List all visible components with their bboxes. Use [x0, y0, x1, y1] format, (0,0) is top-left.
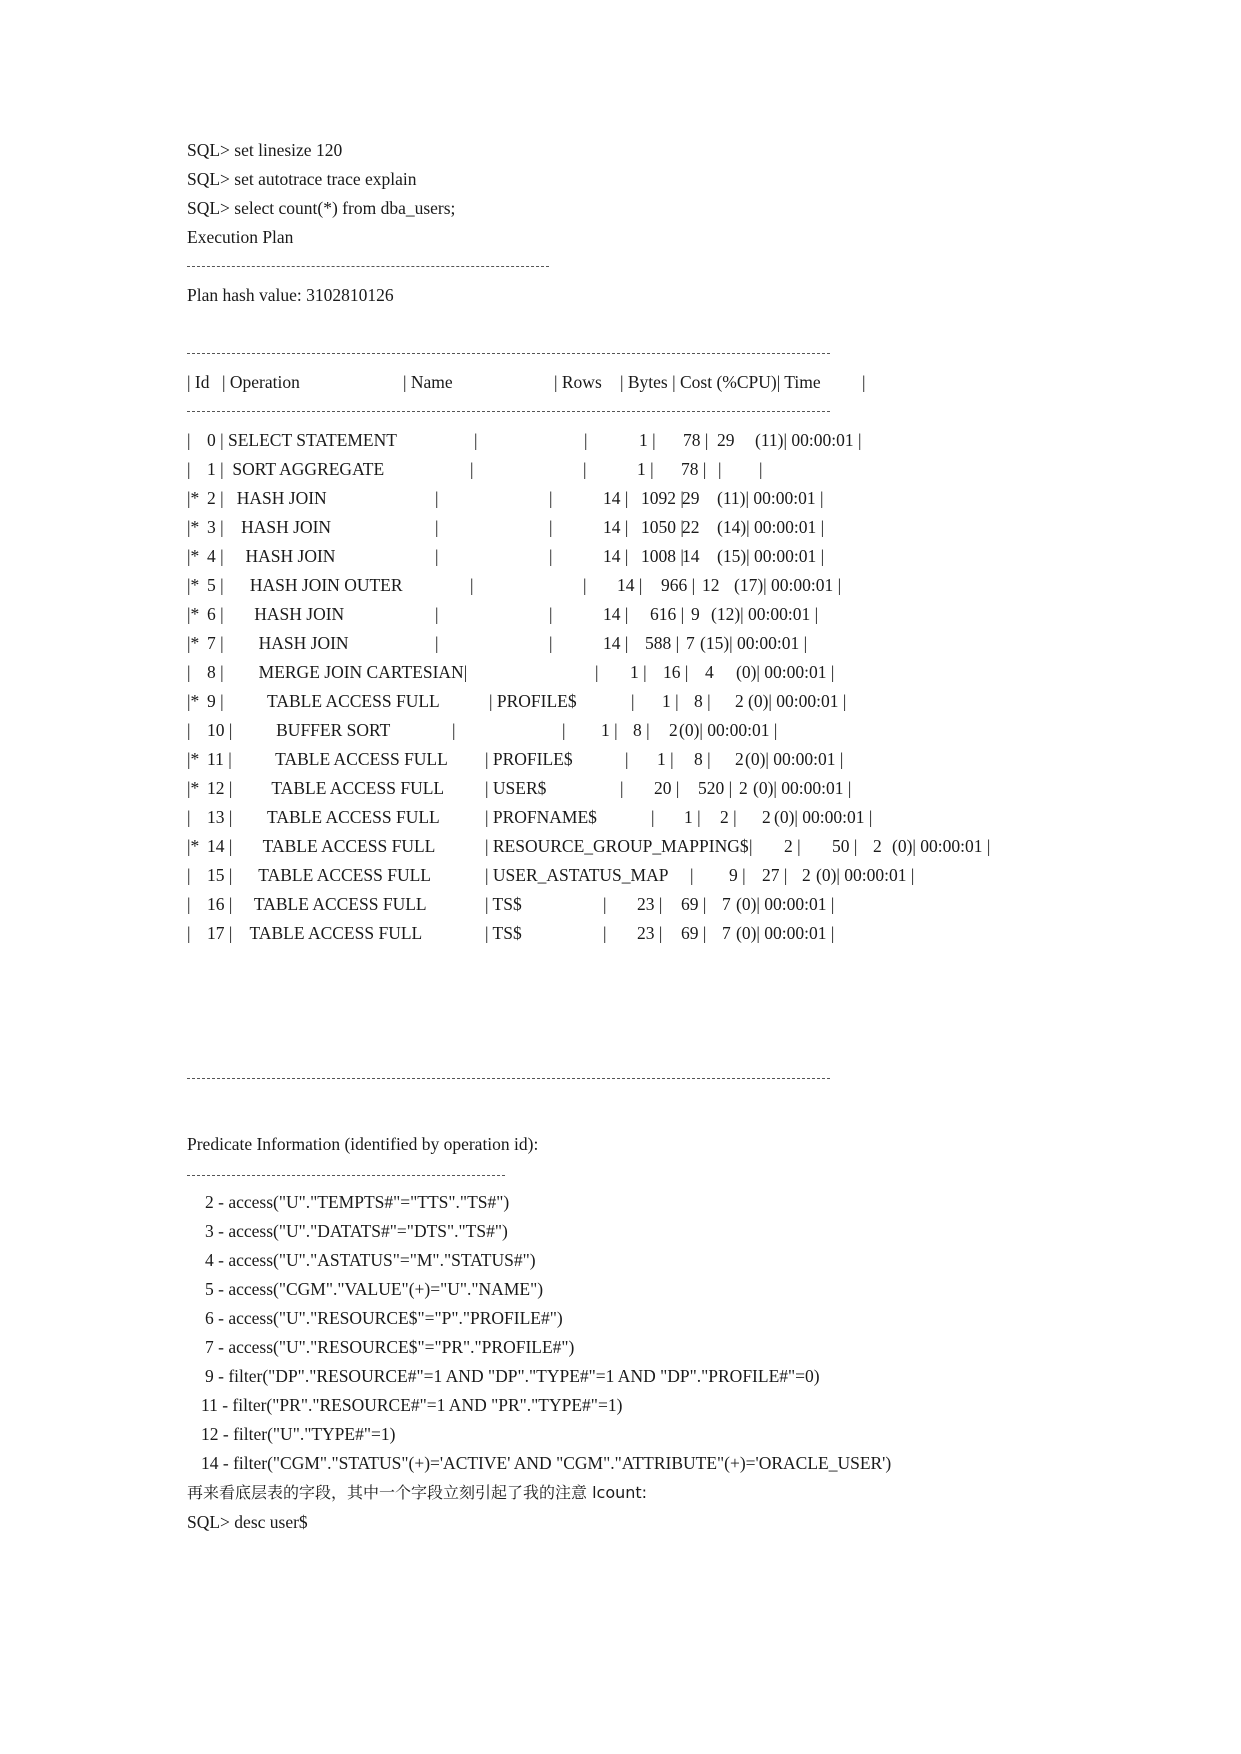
plan-row: [187, 777, 1147, 799]
plan-hash-value: Plan hash value: 3102810126: [187, 285, 394, 305]
plan-cell-bytes: 8 |: [694, 691, 711, 711]
plan-cell-pipe: |*: [187, 488, 200, 508]
plan-cell-operation: 12 | TABLE ACCESS FULL: [207, 778, 445, 798]
header-bytes-cost-time: | Bytes | Cost (%CPU)| Time: [620, 372, 821, 392]
plan-cell-rows: 14 |: [603, 517, 629, 537]
plan-row: [187, 516, 1147, 538]
predicate-line: 6 - access("U"."RESOURCE$"="P"."PROFILE#"): [205, 1308, 563, 1328]
plan-cell-pipe: |: [187, 662, 191, 682]
plan-cell-bytes: 616 |: [650, 604, 685, 624]
plan-cell-pipe: |*: [187, 691, 200, 711]
sql-line: SQL> set linesize 120: [187, 140, 343, 160]
plan-cell-sep: |: [583, 575, 587, 595]
plan-cell-sep: |: [549, 488, 553, 508]
plan-cell-name: | PROFILE$: [489, 691, 577, 711]
plan-cell-name: |: [435, 604, 439, 624]
plan-cell-cost: 2: [669, 720, 678, 740]
plan-cell-name: | TS$: [485, 894, 522, 914]
plan-cell-bytes: 78 |: [681, 459, 707, 479]
plan-cell-sep: |: [620, 778, 624, 798]
plan-cell-operation: 16 | TABLE ACCESS FULL: [207, 894, 427, 914]
plan-cell-cost: 7: [722, 923, 731, 943]
plan-cell-rows: 1 |: [601, 720, 618, 740]
plan-cell-operation: 3 | HASH JOIN: [207, 517, 332, 537]
header-id: | Id: [187, 372, 210, 392]
header-rows: | Rows: [554, 372, 602, 392]
plan-cell-operation: 17 | TABLE ACCESS FULL: [207, 923, 423, 943]
plan-cell-cpu-time: (17)| 00:00:01 |: [734, 575, 842, 595]
plan-cell-operation: 14 | TABLE ACCESS FULL: [207, 836, 436, 856]
plan-cell-rows: 1 |: [637, 459, 654, 479]
plan-cell-sep: |: [690, 865, 694, 885]
plan-cell-operation: 5 | HASH JOIN OUTER: [207, 575, 403, 595]
plan-cell-bytes: 1008 |: [641, 546, 684, 566]
plan-cell-pipe: |*: [187, 604, 200, 624]
plan-cell-cpu-time: (11)| 00:00:01 |: [717, 488, 824, 508]
separator-line: [187, 266, 549, 267]
plan-cell-name: | USER$: [485, 778, 547, 798]
plan-cell-pipe: |*: [187, 517, 200, 537]
plan-cell-cost: 29: [682, 488, 700, 508]
plan-cell-operation: 4 | HASH JOIN: [207, 546, 336, 566]
plan-cell-cpu-time: (0)| 00:00:01 |: [736, 923, 835, 943]
plan-cell-cost: 2: [873, 836, 882, 856]
plan-cell-cpu-time: (0)| 00:00:01 |: [679, 720, 778, 740]
plan-cell-name: |: [474, 430, 478, 450]
plan-cell-name: | RESOURCE_GROUP_MAPPING$: [485, 836, 749, 856]
plan-cell-sep: |: [549, 546, 553, 566]
plan-cell-sep: |: [625, 749, 629, 769]
plan-cell-rows: 1 |: [657, 749, 674, 769]
plan-cell-bytes: 520 |: [698, 778, 733, 798]
plan-row: [187, 835, 1147, 857]
plan-row: [187, 429, 1147, 451]
predicate-line: 12 - filter("U"."TYPE#"=1): [201, 1424, 396, 1444]
plan-cell-operation: 10 | BUFFER SORT: [207, 720, 391, 740]
plan-cell-bytes: 27 |: [762, 865, 788, 885]
plan-cell-operation: 8 | MERGE JOIN CARTESIAN|: [207, 662, 468, 682]
plan-cell-sep: |: [549, 633, 553, 653]
plan-cell-cost: 14: [682, 546, 700, 566]
plan-table-header: [187, 371, 1147, 393]
plan-row: [187, 922, 1147, 944]
plan-cell-pipe: |: [187, 923, 191, 943]
plan-cell-pipe: |: [187, 865, 191, 885]
predicate-line: 2 - access("U"."TEMPTS#"="TTS"."TS#"): [205, 1192, 510, 1212]
plan-cell-cpu-time: (0)| 00:00:01 |: [736, 662, 835, 682]
plan-cell-cost: |: [718, 459, 722, 479]
plan-cell-cpu-time: |: [759, 459, 763, 479]
plan-cell-cost: 12: [702, 575, 720, 595]
plan-cell-rows: 14 |: [617, 575, 643, 595]
plan-cell-rows: 23 |: [637, 923, 663, 943]
section-heading-execution-plan: Execution Plan: [187, 227, 294, 247]
plan-cell-rows: 1 |: [639, 430, 656, 450]
plan-row: [187, 632, 1147, 654]
predicate-line: 7 - access("U"."RESOURCE$"="PR"."PROFILE#"): [205, 1337, 575, 1357]
plan-cell-operation: 7 | HASH JOIN: [207, 633, 349, 653]
plan-cell-operation: 6 | HASH JOIN: [207, 604, 345, 624]
plan-cell-pipe: |*: [187, 633, 200, 653]
plan-cell-cost: 22: [682, 517, 700, 537]
plan-cell-rows: 14 |: [603, 546, 629, 566]
plan-cell-rows: 2 |: [784, 836, 801, 856]
plan-cell-cpu-time: (0)| 00:00:01 |: [745, 749, 844, 769]
plan-row: [187, 458, 1147, 480]
plan-cell-name: | TS$: [485, 923, 522, 943]
plan-cell-name: |: [435, 488, 439, 508]
plan-cell-bytes: 588 |: [645, 633, 680, 653]
plan-cell-sep: |: [549, 604, 553, 624]
plan-row: [187, 748, 1147, 770]
plan-cell-cpu-time: (0)| 00:00:01 |: [892, 836, 991, 856]
plan-cell-bytes: 8 |: [694, 749, 711, 769]
plan-cell-bytes: 78 |: [683, 430, 709, 450]
plan-cell-cpu-time: (0)| 00:00:01 |: [816, 865, 915, 885]
plan-cell-name: |: [470, 459, 474, 479]
plan-cell-cost: 7: [686, 633, 695, 653]
plan-cell-pipe: |: [187, 720, 191, 740]
plan-cell-sep: |: [595, 662, 599, 682]
separator-line: [187, 1078, 830, 1079]
plan-cell-cost: 29: [717, 430, 735, 450]
plan-row: [187, 661, 1147, 683]
plan-row: [187, 603, 1147, 625]
plan-cell-rows: 1 |: [662, 691, 679, 711]
plan-cell-name: | PROFILE$: [485, 749, 573, 769]
plan-cell-pipe: |: [187, 807, 191, 827]
plan-cell-bytes: 1092 |: [641, 488, 684, 508]
plan-cell-sep: |: [631, 691, 635, 711]
plan-cell-bytes: 50 |: [832, 836, 858, 856]
plan-cell-name: |: [452, 720, 456, 740]
header-operation: | Operation: [222, 372, 300, 392]
plan-cell-operation: 0 | SELECT STATEMENT: [207, 430, 397, 450]
plan-cell-name: | USER_ASTATUS_MAP: [485, 865, 669, 885]
plan-cell-pipe: |: [187, 894, 191, 914]
predicate-line: 5 - access("CGM"."VALUE"(+)="U"."NAME"): [205, 1279, 544, 1299]
plan-cell-cost: 2: [735, 691, 744, 711]
plan-cell-rows: 20 |: [654, 778, 680, 798]
plan-row: [187, 690, 1147, 712]
plan-cell-bytes: 966 |: [661, 575, 696, 595]
plan-cell-name: | PROFNAME$: [485, 807, 597, 827]
plan-cell-sep: |: [651, 807, 655, 827]
predicate-line: 11 - filter("PR"."RESOURCE#"=1 AND "PR"."TYPE#"=1): [201, 1395, 623, 1415]
plan-cell-cpu-time: (0)| 00:00:01 |: [736, 894, 835, 914]
plan-cell-operation: 9 | TABLE ACCESS FULL: [207, 691, 440, 711]
plan-cell-cost: 2: [735, 749, 744, 769]
plan-cell-bytes: 2 |: [720, 807, 737, 827]
plan-cell-cost: 4: [705, 662, 714, 682]
plan-cell-cpu-time: (15)| 00:00:01 |: [700, 633, 808, 653]
plan-cell-operation: 1 | SORT AGGREGATE: [207, 459, 385, 479]
predicate-line: 4 - access("U"."ASTATUS"="M"."STATUS#"): [205, 1250, 536, 1270]
plan-cell-pipe: |*: [187, 749, 200, 769]
header-name: | Name: [403, 372, 453, 392]
plan-row: [187, 574, 1147, 596]
plan-cell-cost: 2: [802, 865, 811, 885]
plan-row: [187, 545, 1147, 567]
predicate-line: 14 - filter("CGM"."STATUS"(+)='ACTIVE' AND "CGM"."ATTRIBUTE"(+)='ORACLE_USER'): [201, 1453, 892, 1473]
plan-cell-cpu-time: (11)| 00:00:01 |: [755, 430, 862, 450]
plan-cell-rows: 1 |: [684, 807, 701, 827]
plan-cell-rows: 14 |: [603, 604, 629, 624]
plan-cell-sep: |: [584, 430, 588, 450]
predicate-title: Predicate Information (identified by operation id):: [187, 1134, 539, 1154]
plan-cell-cost: 7: [722, 894, 731, 914]
plan-cell-cost: 2: [762, 807, 771, 827]
plan-row: [187, 719, 1147, 741]
plan-cell-name: |: [435, 517, 439, 537]
plan-cell-cost: 2: [739, 778, 748, 798]
plan-cell-sep: |: [749, 836, 753, 856]
plan-cell-cpu-time: (12)| 00:00:01 |: [711, 604, 819, 624]
plan-cell-cost: 9: [691, 604, 700, 624]
plan-cell-operation: 13 | TABLE ACCESS FULL: [207, 807, 440, 827]
plan-row: [187, 864, 1147, 886]
predicate-line: 3 - access("U"."DATATS#"="DTS"."TS#"): [205, 1221, 508, 1241]
plan-cell-cpu-time: (0)| 00:00:01 |: [753, 778, 852, 798]
predicate-line: 9 - filter("DP"."RESOURCE#"=1 AND "DP"."TYPE#"=1 AND "DP"."PROFILE#"=0): [205, 1366, 820, 1386]
separator-line: [187, 411, 830, 412]
sql-line: SQL> select count(*) from dba_users;: [187, 198, 456, 218]
plan-cell-cpu-time: (0)| 00:00:01 |: [748, 691, 847, 711]
sql-line: SQL> desc user$: [187, 1512, 308, 1532]
plan-cell-pipe: |*: [187, 836, 200, 856]
header-end: |: [862, 372, 866, 392]
plan-cell-operation: 2 | HASH JOIN: [207, 488, 327, 508]
plan-cell-bytes: 8 |: [633, 720, 650, 740]
plan-cell-pipe: |*: [187, 546, 200, 566]
sql-line: SQL> set autotrace trace explain: [187, 169, 417, 189]
plan-cell-rows: 14 |: [603, 488, 629, 508]
plan-cell-pipe: |*: [187, 778, 200, 798]
plan-cell-bytes: 1050 |: [641, 517, 684, 537]
plan-cell-operation: 11 | TABLE ACCESS FULL: [207, 749, 448, 769]
plan-cell-cpu-time: (0)| 00:00:01 |: [774, 807, 873, 827]
plan-cell-rows: 9 |: [729, 865, 746, 885]
plan-cell-name: |: [435, 546, 439, 566]
plan-cell-sep: |: [603, 923, 607, 943]
plan-cell-name: |: [435, 633, 439, 653]
plan-cell-pipe: |: [187, 459, 191, 479]
plan-cell-pipe: |*: [187, 575, 200, 595]
plan-cell-rows: 14 |: [603, 633, 629, 653]
plan-cell-rows: 1 |: [630, 662, 647, 682]
plan-row: [187, 893, 1147, 915]
plan-cell-bytes: 69 |: [681, 923, 707, 943]
plan-cell-bytes: 69 |: [681, 894, 707, 914]
note-line: 再来看底层表的字段，其中一个字段立刻引起了我的注意 lcount:: [187, 1483, 648, 1502]
plan-row: [187, 806, 1147, 828]
plan-row: [187, 487, 1147, 509]
separator-line: [187, 1175, 505, 1176]
plan-cell-sep: |: [603, 894, 607, 914]
plan-cell-bytes: 16 |: [663, 662, 689, 682]
plan-cell-sep: |: [549, 517, 553, 537]
plan-cell-cpu-time: (15)| 00:00:01 |: [717, 546, 825, 566]
plan-cell-operation: 15 | TABLE ACCESS FULL: [207, 865, 431, 885]
plan-cell-sep: |: [583, 459, 587, 479]
plan-cell-cpu-time: (14)| 00:00:01 |: [717, 517, 825, 537]
plan-cell-sep: |: [562, 720, 566, 740]
plan-cell-pipe: |: [187, 430, 191, 450]
separator-line: [187, 353, 830, 354]
plan-cell-rows: 23 |: [637, 894, 663, 914]
plan-cell-name: |: [470, 575, 474, 595]
